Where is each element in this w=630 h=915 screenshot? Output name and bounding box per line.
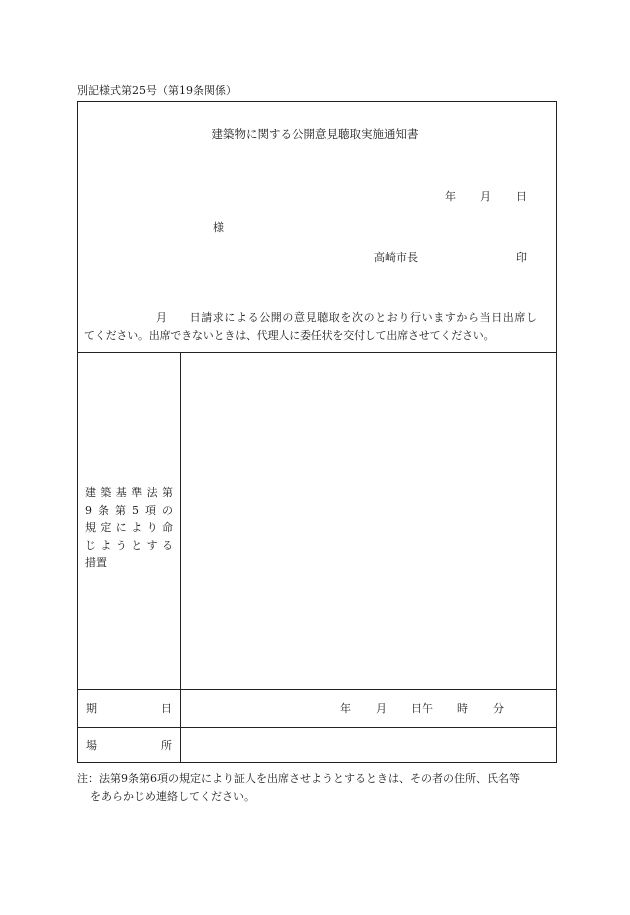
measures-value-field <box>181 353 556 688</box>
measures-label <box>85 484 173 572</box>
footnote-line-2: をあらかじめ連絡してください。 <box>90 790 255 803</box>
schedule-hour: 時 <box>457 702 468 715</box>
notice-line-2: てください。出席できないときは、代理人に委任状を交付して出席させてください。 <box>84 329 495 342</box>
form-number: 別記様式第25号（第19条関係） <box>77 84 237 97</box>
schedule-year: 年 <box>340 702 351 715</box>
footnote-line-1: 注：法第9条第6項の規定により証人を出席させようとするときは、その者の住所、氏名等 <box>77 772 520 785</box>
footnote <box>77 770 557 806</box>
notice-line-1 <box>84 309 556 327</box>
place-label-2: 所 <box>161 739 172 752</box>
document-title: 建築物に関する公開意見聴取実施通知書 <box>211 127 419 141</box>
place-value-field <box>181 728 556 762</box>
date-year: 年 <box>445 190 456 203</box>
schedule-label-1: 期 <box>86 702 97 715</box>
place-label-1: 場 <box>86 739 97 752</box>
notice-month: 月 <box>156 311 168 324</box>
schedule-month: 月 <box>376 702 387 715</box>
schedule-day-am: 日午 <box>411 702 433 715</box>
measures-label-line: 建築基準法第 <box>85 486 173 499</box>
notice-paragraph <box>84 309 556 345</box>
issuer-seal: 印 <box>516 251 527 264</box>
measures-label-line: 規定により命 <box>85 521 173 534</box>
schedule-label-2: 日 <box>161 702 172 715</box>
addressee-suffix: 様 <box>213 221 224 234</box>
schedule-minute: 分 <box>493 702 504 715</box>
date-month: 月 <box>480 190 491 203</box>
measures-label-line: 措置 <box>85 556 107 569</box>
notice-text-1: 日請求による公開の意見聴取を次のとおり行いますから当日出席し <box>189 311 538 324</box>
date-day: 日 <box>516 190 527 203</box>
issuer-name: 高崎市長 <box>374 251 418 264</box>
divider-measures <box>77 689 557 690</box>
measures-label-line: じようとする <box>85 538 173 552</box>
measures-label-line: 9条第5項の <box>85 503 173 517</box>
